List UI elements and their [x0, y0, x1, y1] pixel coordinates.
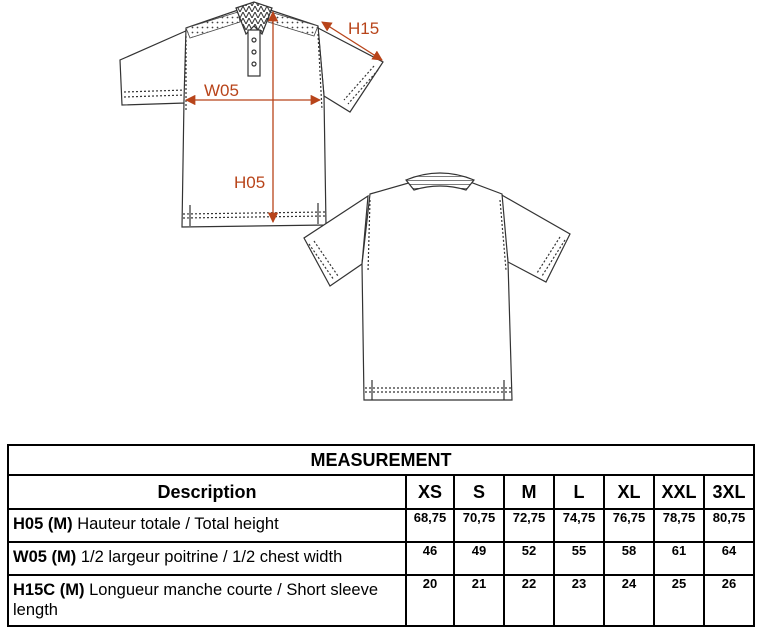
row-label: 1/2 largeur poitrine / 1/2 chest width	[80, 548, 343, 566]
back-body	[362, 182, 512, 400]
table-row	[8, 575, 754, 626]
value-cell: 20	[406, 575, 454, 626]
value-cell: 25	[654, 575, 704, 626]
row-code: W05 (M)	[13, 548, 77, 566]
w05-label: W05	[204, 81, 239, 100]
value-cell: 78,75	[654, 509, 704, 542]
size-header-xl: XL	[604, 475, 654, 509]
size-header-xs: XS	[406, 475, 454, 509]
size-header-m: M	[504, 475, 554, 509]
row-description	[8, 509, 406, 542]
back-view	[304, 173, 570, 400]
table-header-row	[8, 475, 754, 509]
value-cell: 26	[704, 575, 754, 626]
value-cell: 21	[454, 575, 504, 626]
measurement-table	[7, 444, 755, 627]
value-cell: 49	[454, 542, 504, 575]
table-title: MEASUREMENT	[8, 445, 754, 475]
row-code: H15C (M)	[13, 581, 85, 599]
size-header-l: L	[554, 475, 604, 509]
value-cell: 22	[504, 575, 554, 626]
value-cell: 72,75	[504, 509, 554, 542]
value-cell: 52	[504, 542, 554, 575]
value-cell: 76,75	[604, 509, 654, 542]
value-cell: 24	[604, 575, 654, 626]
table-row	[8, 542, 754, 575]
size-header-3xl: 3XL	[704, 475, 754, 509]
h15-label: H15	[348, 19, 380, 38]
value-cell: 70,75	[454, 509, 504, 542]
table-row	[8, 509, 754, 542]
row-description	[8, 542, 406, 575]
row-description	[8, 575, 406, 626]
value-cell: 64	[704, 542, 754, 575]
value-cell: 74,75	[554, 509, 604, 542]
row-label: Longueur manche courte / Short sleeve length	[13, 581, 379, 619]
value-cell: 23	[554, 575, 604, 626]
description-header: Description	[8, 475, 406, 509]
value-cell: 61	[654, 542, 704, 575]
value-cell: 80,75	[704, 509, 754, 542]
front-left-sleeve	[120, 30, 188, 105]
value-cell: 58	[604, 542, 654, 575]
size-header-s: S	[454, 475, 504, 509]
size-header-xxl: XXL	[654, 475, 704, 509]
value-cell: 55	[554, 542, 604, 575]
value-cell: 46	[406, 542, 454, 575]
row-code: H05 (M)	[13, 515, 73, 533]
row-label: Hauteur totale / Total height	[77, 515, 279, 533]
h05-label: H05	[234, 173, 266, 192]
value-cell: 68,75	[406, 509, 454, 542]
